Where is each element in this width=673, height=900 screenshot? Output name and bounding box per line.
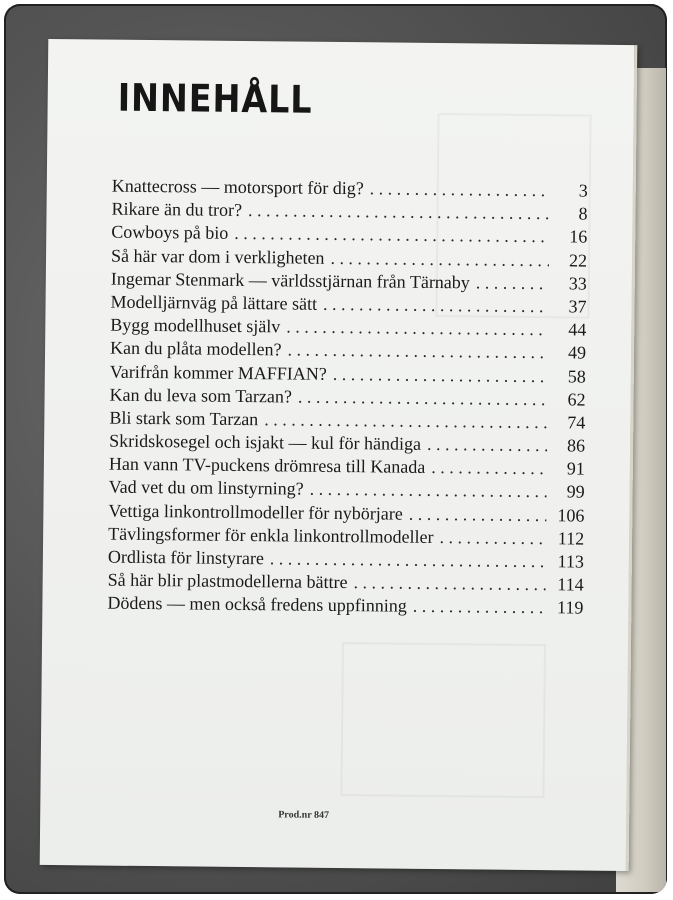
toc-entry-page: 16 (569, 226, 588, 247)
toc-entry-page: 106 (557, 504, 585, 526)
product-number: Prod.nr 847 (278, 809, 330, 821)
toc-entry-page: 114 (557, 574, 584, 595)
toc-entry-title: Varifrån kommer MAFFIAN? (109, 361, 327, 384)
toc-entry-page: 119 (556, 597, 584, 618)
toc-entry-title: Så här var dom i verkligheten (110, 245, 325, 268)
toc-entry-page: 8 (578, 203, 588, 224)
toc-entry-page: 113 (557, 551, 585, 572)
toc-entry-page: 62 (567, 389, 586, 410)
page-title: INNEHÅLL (117, 75, 313, 122)
toc-entry-title: Vettiga linkontrollmodeller för nybörjare (108, 500, 403, 524)
toc-entry-page: 86 (567, 435, 586, 456)
toc-entry-page: 91 (566, 458, 585, 479)
toc-entry-page: 22 (568, 249, 588, 271)
dot-leader (413, 596, 546, 618)
dot-leader (330, 247, 549, 270)
toc-entry-title: Rikare än du tror? (111, 198, 243, 221)
toc-entry-title: Bli stark som Tarzan (109, 407, 259, 430)
toc-entry (107, 593, 583, 621)
photo-frame (4, 4, 667, 894)
table-of-contents (107, 176, 588, 622)
book-page (40, 39, 638, 871)
dot-leader (431, 457, 547, 479)
toc-entry-title: Knattecross — motorsport för dig? (111, 175, 364, 199)
toc-entry-page: 99 (566, 481, 585, 503)
dot-leader (234, 223, 549, 247)
dot-leader (264, 409, 547, 433)
toc-entry-page: 49 (567, 342, 587, 363)
dot-leader (333, 363, 548, 386)
toc-entry-title: Cowboys på bio (111, 221, 229, 244)
toc-entry-page: 3 (578, 180, 588, 201)
toc-entry-page: 37 (568, 296, 587, 317)
toc-entry-title: Kan du plåta modellen? (110, 337, 282, 360)
dot-leader (270, 548, 546, 572)
dot-leader (323, 294, 549, 317)
toc-entry-page: 58 (567, 365, 586, 387)
dot-leader (248, 200, 550, 224)
toc-entry-title: Skridskosegel och isjakt — kul för händiga (109, 430, 422, 454)
toc-entry-title: Dödens — men också fredens uppfinning (107, 592, 407, 617)
toc-entry-title: Modelljärnväg på lättare sätt (110, 291, 318, 314)
toc-entry-title: Han vann TV-puckens drömresa till Kanada (108, 453, 426, 478)
dot-leader (427, 434, 547, 456)
toc-entry-page: 33 (568, 273, 587, 294)
toc-entry-page: 74 (567, 412, 586, 433)
dot-leader (287, 340, 548, 364)
toc-entry-title: Vad vet du om linstyrning? (108, 477, 304, 500)
toc-entry-title: Tävlingsformer för enkla linkontrollmodeller (108, 523, 434, 547)
toc-entry-title: Så här blir plastmodellerna bättre (107, 569, 348, 593)
dot-leader (286, 317, 548, 341)
dot-leader (298, 386, 548, 410)
dot-leader (409, 503, 547, 525)
dot-leader (370, 178, 550, 201)
dot-leader (439, 527, 546, 549)
show-through-box-2 (340, 642, 546, 798)
dot-leader (353, 572, 545, 595)
toc-entry-title: Ordlista för linstyrare (107, 546, 264, 569)
dot-leader (310, 479, 547, 502)
toc-entry-title: Bygg modellhuset själv (110, 314, 281, 337)
dot-leader (476, 272, 549, 294)
toc-entry-page: 112 (557, 528, 585, 549)
toc-entry-page: 44 (568, 319, 587, 340)
toc-entry-title: Ingemar Stenmark — världsstjärnan från Tärnaby (110, 268, 470, 293)
toc-entry-title: Kan du leva som Tarzan? (109, 384, 293, 407)
